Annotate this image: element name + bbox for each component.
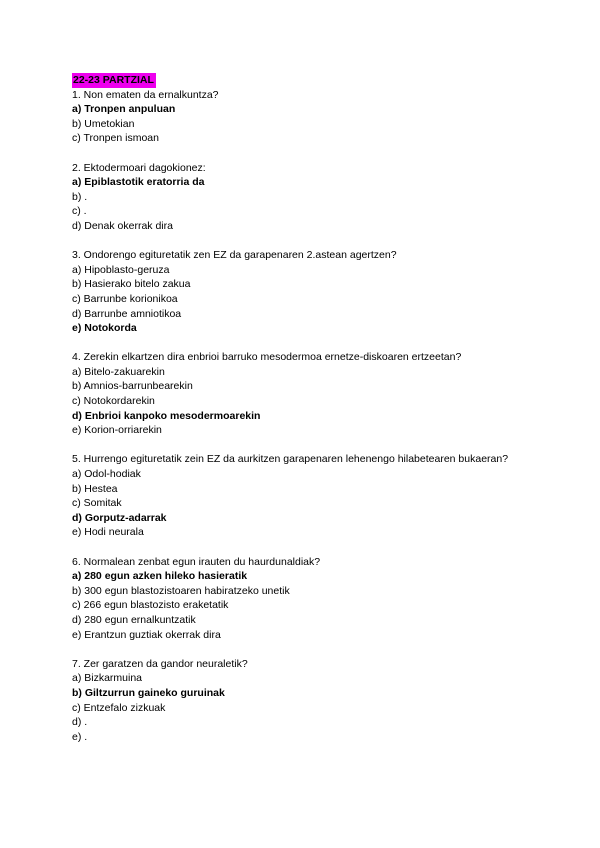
answer-option: b) Hasierako bitelo zakua	[72, 278, 191, 291]
answer-option-correct: b) Giltzurrun gaineko guruinak	[72, 686, 225, 699]
answer-option: a) Bizkarmuina	[72, 672, 143, 685]
answer-option-correct: d) Enbrioi kanpoko mesodermoarekin	[72, 409, 261, 422]
answer-option: e) .	[72, 730, 88, 743]
answer-option: d) 280 egun ernalkuntzatik	[72, 613, 196, 626]
answer-option: a) Hipoblasto-geruza	[72, 263, 170, 276]
question-text: 2. Ektodermoari dagokionez:	[72, 161, 206, 174]
answer-option-correct: a) Epiblastotik eratorria da	[72, 176, 205, 189]
answer-option: a) Odol-hodiak	[72, 468, 141, 481]
answer-option: c) Entzefalo zizkuak	[72, 701, 166, 714]
answer-option: c) Somitak	[72, 497, 122, 510]
question-text: 4. Zerekin elkartzen dira enbrioi barruko mesodermoa ernetze-diskoaren ertzeetan?	[72, 351, 462, 364]
answer-option: a) Bitelo-zakuarekin	[72, 365, 165, 378]
answer-option: e) Korion-orriarekin	[72, 424, 162, 437]
answer-option: c) Notokordarekin	[72, 395, 155, 408]
answer-option: b) Umetokian	[72, 117, 135, 130]
exam-content	[72, 73, 532, 744]
question-5	[72, 452, 532, 540]
question-text: 7. Zer garatzen da gandor neuraletik?	[72, 657, 248, 670]
answer-option: e) Hodi neurala	[72, 526, 144, 539]
answer-option: c) Barrunbe korionikoa	[72, 292, 178, 305]
question-7	[72, 657, 532, 745]
question-list	[72, 88, 532, 745]
question-4	[72, 350, 532, 438]
answer-option: c) .	[72, 205, 87, 218]
answer-option: d) Denak okerrak dira	[72, 219, 173, 232]
answer-option-correct: d) Gorputz-adarrak	[72, 511, 167, 524]
answer-option: d) .	[72, 716, 88, 729]
question-text: 5. Hurrengo egituretatik zein EZ da aurkitzen garapenaren lehenengo hilabetearen bukaeran?	[72, 453, 509, 466]
answer-option: c) 266 egun blastozisto eraketatik	[72, 599, 229, 612]
answer-option: c) Tronpen ismoan	[72, 132, 159, 145]
answer-option: e) Erantzun guztiak okerrak dira	[72, 628, 221, 641]
answer-option-correct: a) Tronpen anpuluan	[72, 103, 176, 116]
question-3	[72, 248, 532, 336]
question-text: 3. Ondorengo egituretatik zen EZ da garapenaren 2.astean agertzen?	[72, 249, 397, 262]
question-2	[72, 161, 532, 234]
question-6	[72, 555, 532, 643]
answer-option-correct: e) Notokorda	[72, 322, 137, 335]
answer-option: b) 300 egun blastozistoaren habiratzeko unetik	[72, 584, 290, 597]
exam-title: 22-23 PARTZIAL	[73, 74, 154, 86]
question-text: 1. Non ematen da ernalkuntza?	[72, 88, 219, 101]
answer-option: b) Amnios-barrunbearekin	[72, 380, 193, 393]
answer-option: b) .	[72, 190, 88, 203]
question-1	[72, 88, 532, 146]
answer-option: d) Barrunbe amniotikoa	[72, 307, 182, 320]
answer-option-correct: a) 280 egun azken hileko hasieratik	[72, 570, 248, 583]
answer-option: b) Hestea	[72, 482, 118, 495]
question-text: 6. Normalean zenbat egun irauten du haurdunaldiak?	[72, 555, 321, 568]
